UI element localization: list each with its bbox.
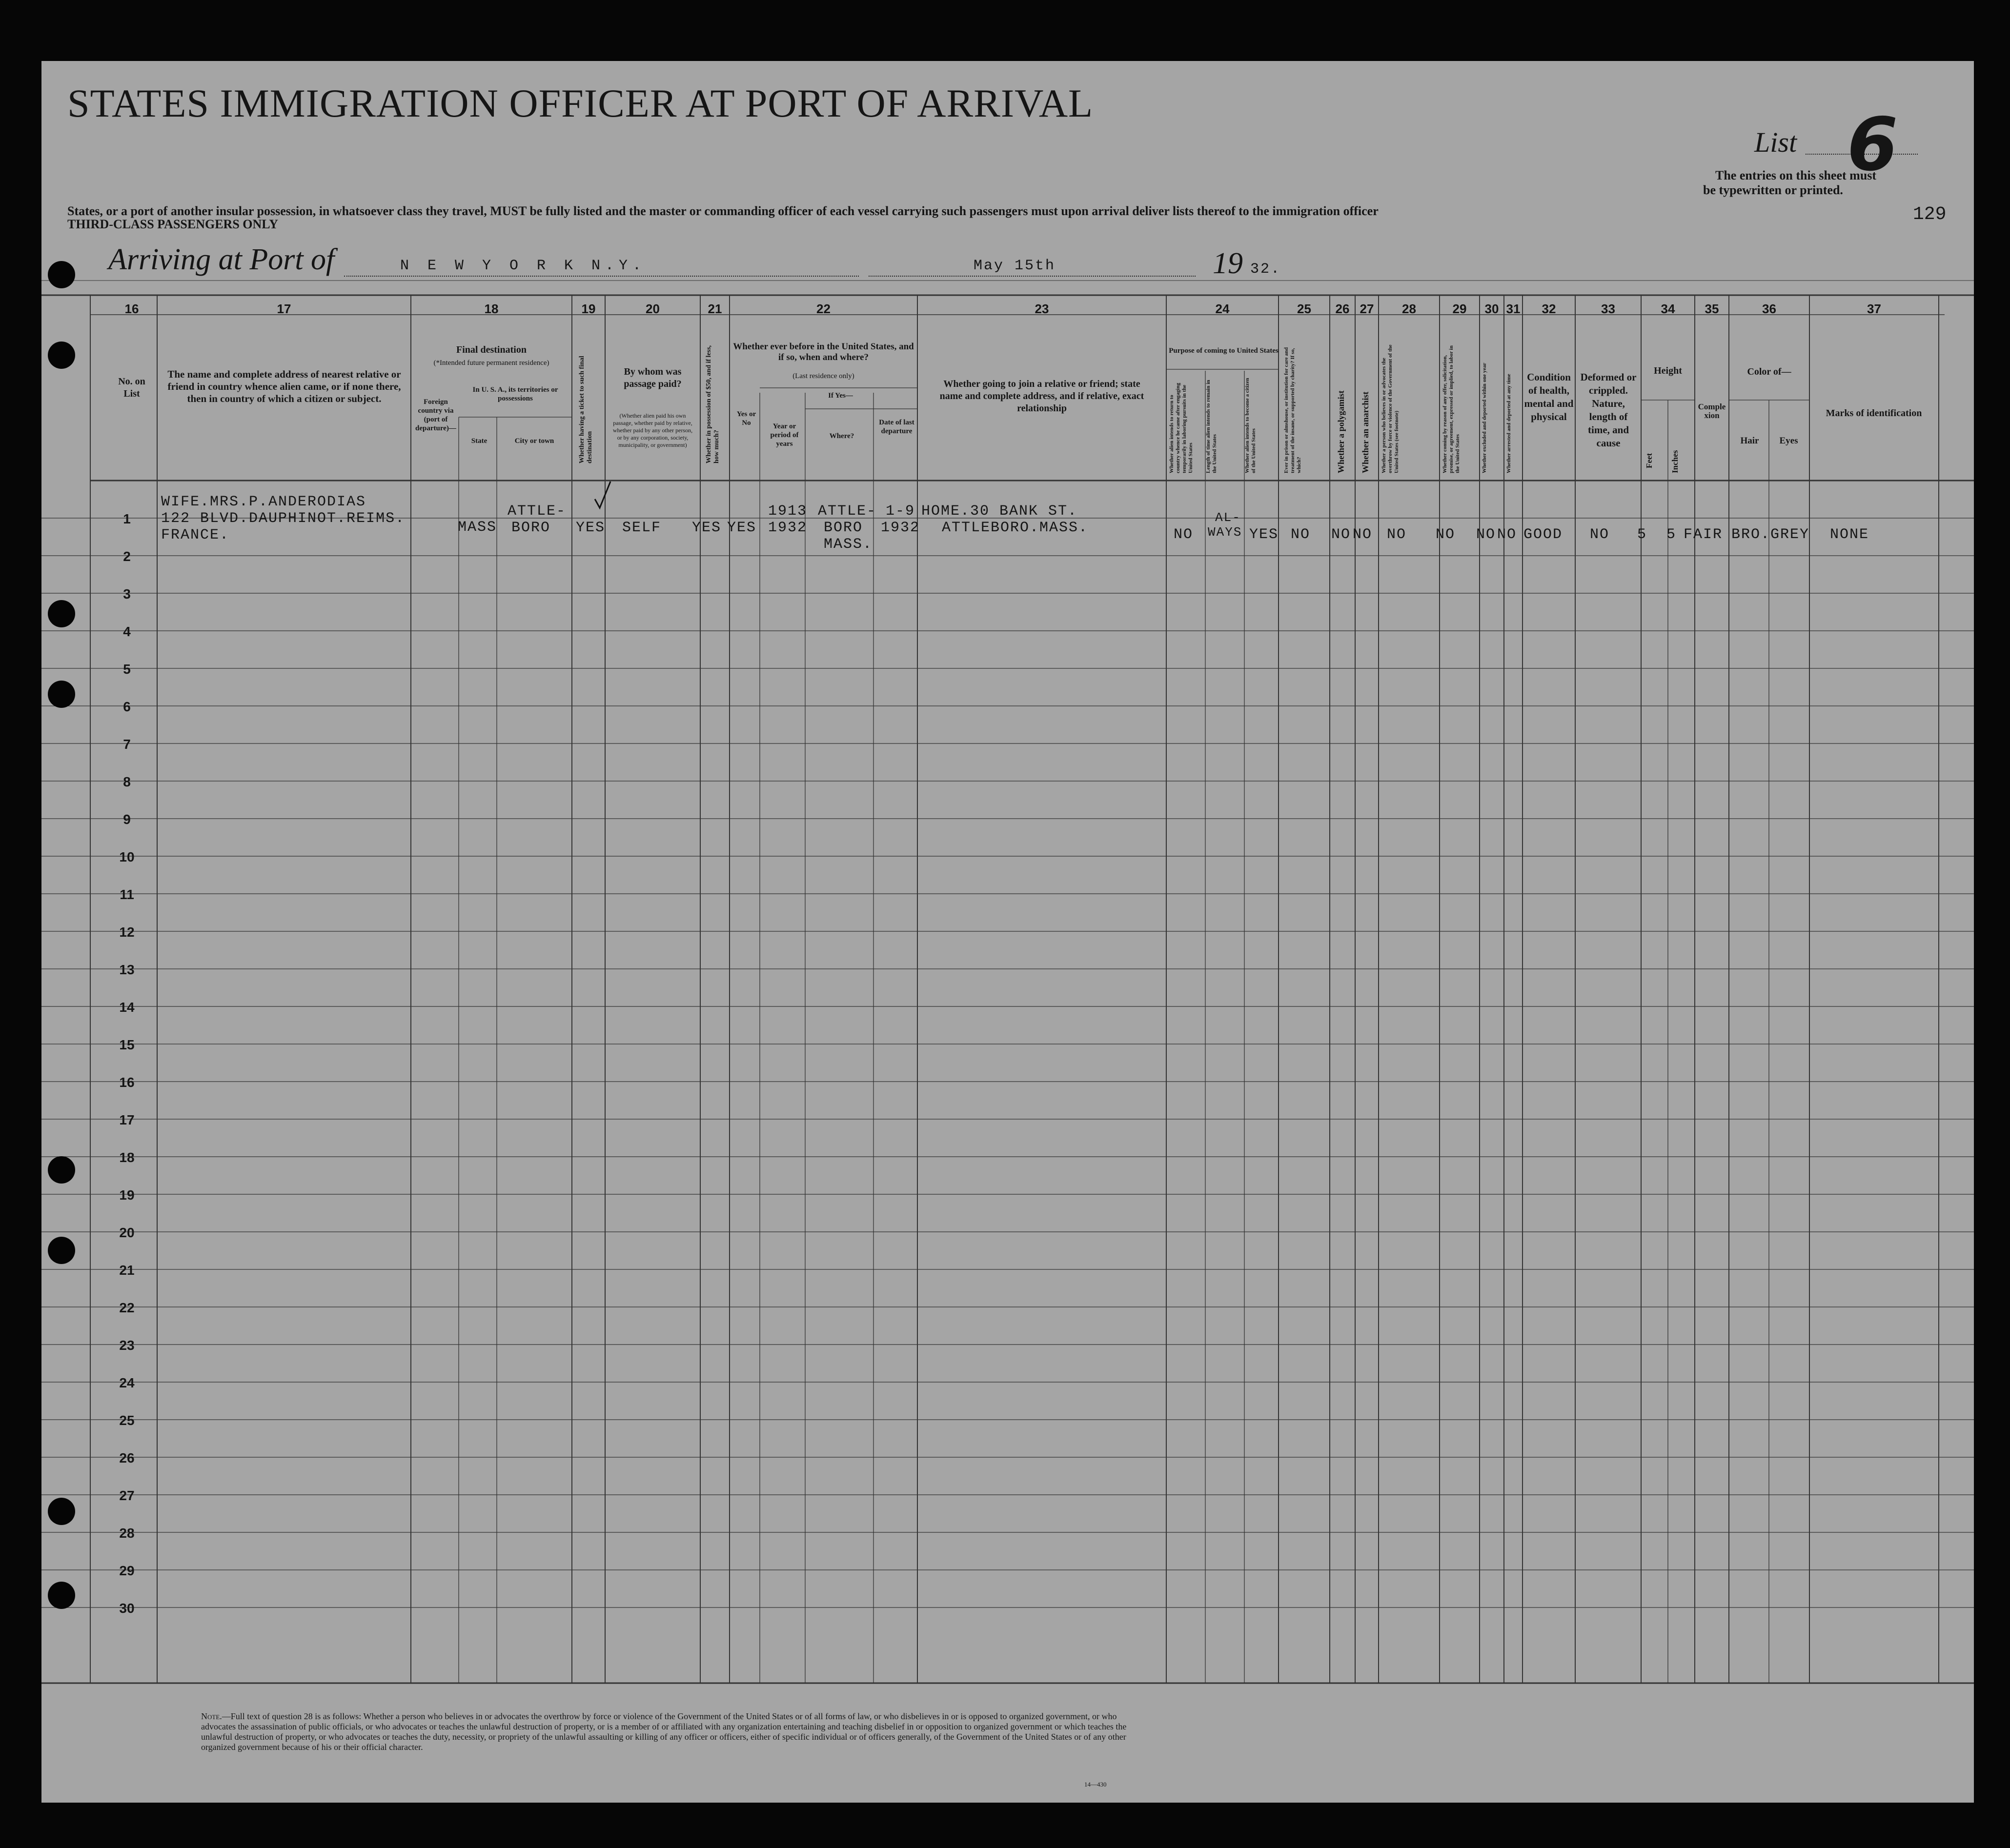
row-number: 4	[123, 624, 131, 639]
entry-where: MASS.	[824, 536, 873, 553]
form-number: 14—430	[1084, 1781, 1107, 1788]
header-anarchist: Whether an anarchist	[1360, 391, 1370, 473]
col-num: 35	[1705, 301, 1719, 316]
col-num: 31	[1506, 301, 1521, 316]
row-number: 27	[119, 1488, 135, 1503]
header-final-destination: Final destination	[456, 344, 527, 355]
header-purpose-citizen: Whether alien intends to become a citizen of the United States	[1244, 378, 1257, 473]
entry-where: BORO	[824, 520, 863, 536]
header-money: Whether in possession of $50, and if less, how much?	[705, 345, 720, 463]
row-number: 7	[123, 737, 131, 752]
date-line	[869, 276, 1196, 277]
entry-complexion: FAIR	[1684, 526, 1723, 543]
entry-feet: 5	[1637, 526, 1647, 543]
entry-relative: 122 BLVD.DAUPHINOT.REIMS.	[161, 510, 406, 527]
header-years: Year or period of years	[770, 422, 799, 448]
entry-citizen: YES	[1249, 526, 1279, 543]
entry-overthrow: NO	[1387, 526, 1407, 543]
entry-deformed: NO	[1590, 526, 1610, 543]
header-height: Height	[1654, 365, 1682, 376]
entry-money: YES	[692, 520, 722, 536]
header-state: State	[471, 437, 487, 445]
page-number: 129	[1913, 204, 1947, 225]
entry-eyes: GREY	[1770, 526, 1810, 543]
entries-note: The entries on this sheet must	[1715, 168, 1877, 182]
punch-hole	[48, 1237, 75, 1264]
punch-hole	[48, 1156, 75, 1184]
header-final-destination-note: (*Intended future permanent residence)	[433, 359, 549, 367]
row-number: 3	[123, 586, 131, 602]
footnote-label: Note.	[201, 1711, 222, 1721]
header-health: Condition of health, mental and physical	[1524, 371, 1574, 422]
entry-hair: BRO.	[1731, 526, 1771, 543]
entry-years: 1932	[768, 520, 808, 536]
header-inches: Inches	[1670, 450, 1680, 473]
row-number: 11	[120, 887, 134, 902]
col-num: 22	[816, 301, 831, 316]
header-passage-paid-note: (Whether alien paid his own passage, whether paid by relative, whether paid by any other person, or by any corporation, society, municipality, or government)	[612, 412, 693, 448]
row-number: 25	[119, 1413, 135, 1428]
row-number: 21	[119, 1263, 135, 1278]
row-number: 28	[119, 1526, 135, 1541]
entry-years: 1913	[768, 503, 808, 520]
entry-return: NO	[1174, 526, 1194, 543]
col-num: 25	[1297, 301, 1311, 316]
col-num: 17	[277, 301, 291, 316]
col-num: 27	[1360, 301, 1374, 316]
header-complexion: Complexion	[1698, 402, 1726, 420]
header-where: Where?	[829, 432, 854, 440]
header-hair: Hair	[1740, 436, 1759, 446]
footnote	[201, 1711, 1153, 1752]
header-ever-before-note: (Last residence only)	[792, 372, 854, 380]
row-number: 8	[123, 774, 131, 789]
col-num: 32	[1542, 301, 1556, 316]
row-number: 12	[119, 924, 135, 940]
entry-city: ATTLE-	[508, 503, 567, 520]
checkmark-icon	[593, 481, 612, 510]
footnote-text: —Full text of question 28 is as follows: Whether a person who believes in or advocates the overthrow by force or violence of the Government of the United States or of all forms of law, or who disbelieves in or is opposed to organized government, or who advocates the assassination of public officials, or who advocates or teaches the unlawful destruction of property, or is a member of or affiliated with any organization entertaining and teaching disbelief in or opposition to organized government or which teaches the unlawful destruction of property, or who advocates or teaches the duty, necessity, or propriety of the unlawful assaulting or killing of any officer or officers, either of specific individual or of officers generally, of the Government of the United States or of any other organized government because of his or their official character.	[201, 1711, 1127, 1752]
entry-where: ATTLE-	[818, 503, 877, 520]
row-number: 15	[119, 1037, 135, 1052]
header-marks: Marks of identification	[1826, 408, 1922, 419]
header-ever-before: Whether ever before in the United States, and if so, when and where?	[733, 341, 914, 362]
row-number: 17	[119, 1112, 135, 1127]
header-no-on-list: No. on List	[118, 376, 145, 399]
header-prison: Ever in prison or almshouse, or institution for care and treatment of the insane, or supported by charity? If so, which?	[1283, 347, 1302, 473]
entry-length: AL-	[1215, 510, 1241, 525]
row-number: 13	[119, 962, 135, 977]
header-eyes: Eyes	[1779, 436, 1798, 446]
entry-inches: 5	[1666, 526, 1677, 543]
row-number: 9	[123, 812, 131, 827]
row-number: 22	[119, 1300, 135, 1315]
entry-state: MASS	[458, 519, 497, 536]
row-number: 23	[119, 1338, 135, 1353]
col-num: 30	[1484, 301, 1499, 316]
col-num: 26	[1335, 301, 1350, 316]
col-num: 24	[1215, 301, 1230, 316]
col-num: 16	[124, 301, 139, 316]
date-value: May 15th	[974, 258, 1056, 274]
entry-relative: FRANCE.	[161, 527, 230, 543]
punch-hole	[48, 681, 75, 708]
row-number: 5	[123, 662, 131, 677]
port-line	[344, 276, 859, 277]
header-offer: Whether coming by reason of any offer, solicitation, promise, or agreement, expressed or implied, to labor in the United States	[1442, 345, 1461, 473]
entry-prison: NO	[1291, 526, 1311, 543]
entry-anarchist: NO	[1353, 526, 1373, 543]
entries-note: be typewritten or printed.	[1703, 183, 1843, 197]
entry-city: BORO	[511, 520, 551, 536]
col-num: 34	[1661, 301, 1675, 316]
punch-hole	[48, 341, 75, 369]
header-usa: In U. S. A., its territories or possessions	[472, 386, 558, 402]
header-purpose-length: Length of time alien intends to remain in the United States	[1205, 380, 1218, 473]
entry-health: GOOD	[1523, 526, 1563, 543]
entry-excluded: NO	[1476, 526, 1496, 543]
entry-join: ATTLEBORO.MASS.	[942, 520, 1089, 536]
col-num: 19	[581, 301, 596, 316]
col-num: 18	[484, 301, 499, 316]
entry-last-departure: 1-9	[886, 503, 915, 520]
col-num: 33	[1601, 301, 1615, 316]
header-excluded: Whether excluded and deported within one year	[1482, 362, 1487, 473]
entry-arrested: NO	[1497, 526, 1517, 543]
row-number: 14	[119, 1000, 135, 1015]
row-number: 19	[119, 1187, 135, 1203]
col-num: 36	[1762, 301, 1776, 316]
entry-polygamist: NO	[1331, 526, 1351, 543]
punch-hole	[48, 1498, 75, 1525]
list-number: 6	[1847, 102, 1898, 187]
header-feet: Feet	[1645, 453, 1654, 468]
row-number: 26	[119, 1450, 135, 1466]
punch-hole	[48, 1582, 75, 1609]
header-foreign-country: Foreign country via (port of departure)—	[415, 398, 456, 432]
class-line: THIRD-CLASS PASSENGERS ONLY	[67, 217, 279, 231]
header-if-yes: If Yes—	[828, 392, 853, 400]
header-city: City or town	[514, 437, 554, 445]
header-purpose: Purpose of coming to United States	[1169, 347, 1279, 355]
header-last-departure: Date of last departure	[879, 419, 914, 435]
year-prefix: 19	[1213, 247, 1243, 280]
col-num: 23	[1035, 301, 1049, 316]
header-deformed: Deformed or crippled. Nature, length of time, and cause	[1580, 371, 1637, 449]
row-number: 18	[119, 1150, 135, 1165]
row-number: 10	[119, 849, 135, 864]
entry-length: WAYS	[1208, 525, 1242, 540]
entry-passage-paid: SELF	[622, 520, 662, 536]
row-number: 2	[123, 549, 131, 564]
header-ticket: Whether having a ticket to such final destination	[578, 356, 593, 463]
row-number: 16	[119, 1075, 135, 1090]
row-number: 29	[119, 1563, 135, 1578]
header-purpose-return: Whether alien intends to return to country whence he came after engaging temporarily in laboring pursuits in the United States	[1169, 382, 1194, 473]
col-num: 29	[1452, 301, 1467, 316]
row-number: 30	[119, 1601, 135, 1616]
year-suffix: 32.	[1250, 261, 1281, 278]
port-value: N E W Y O R K N.Y.	[400, 258, 647, 274]
entry-offer: NO	[1436, 526, 1456, 543]
entry-relative: WIFE.MRS.P.ANDERODIAS	[161, 494, 366, 510]
punch-hole	[48, 600, 75, 627]
row-number: 6	[123, 699, 131, 714]
arriving-label: Arriving at Port of	[108, 243, 335, 276]
header-passage-paid: By whom was passage paid?	[624, 366, 682, 389]
header-color-of: Color of—	[1747, 366, 1791, 377]
page-subtitle: States, or a port of another insular possession, in whatsoever class they travel, MUST be fully listed and the master or commanding officer of each vessel carrying such passengers must upon arrival deliver lists thereof to the immigration officer	[67, 204, 1379, 218]
header-overthrow: Whether a person who believes in or advocates the overthrow by force or violence of the Government of the United States (see footnote)	[1381, 344, 1400, 473]
entry-marks: NONE	[1830, 526, 1869, 543]
row-number: 24	[119, 1375, 135, 1390]
col-num: 37	[1867, 301, 1881, 316]
entry-join: HOME.30 BANK ST.	[921, 503, 1078, 520]
header-relative: The name and complete address of nearest relative or friend in country whence alien came, or if none there, then in country of which a citizen or subject.	[167, 368, 401, 404]
page-title: STATES IMMIGRATION OFFICER AT PORT OF ARRIVAL	[67, 81, 1094, 125]
header-yes-no: Yes or No	[736, 410, 756, 427]
header-polygamist: Whether a polygamist	[1336, 390, 1346, 473]
punch-hole	[48, 261, 75, 288]
list-label: List	[1754, 126, 1797, 158]
header-going-to-join: Whether going to join a relative or friend; state name and complete address, and if relative, exact relationship	[939, 379, 1144, 414]
col-num: 21	[708, 301, 722, 316]
entry-ticket: YES	[576, 520, 606, 536]
entry-ever-before: YES	[727, 520, 757, 536]
row-number: 1	[123, 511, 131, 526]
col-num: 28	[1402, 301, 1416, 316]
col-num: 20	[646, 301, 660, 316]
header-arrested: Whether arrested and deported at any time	[1506, 374, 1512, 473]
entry-last-departure: 1932	[881, 520, 920, 536]
row-number: 20	[119, 1225, 135, 1240]
